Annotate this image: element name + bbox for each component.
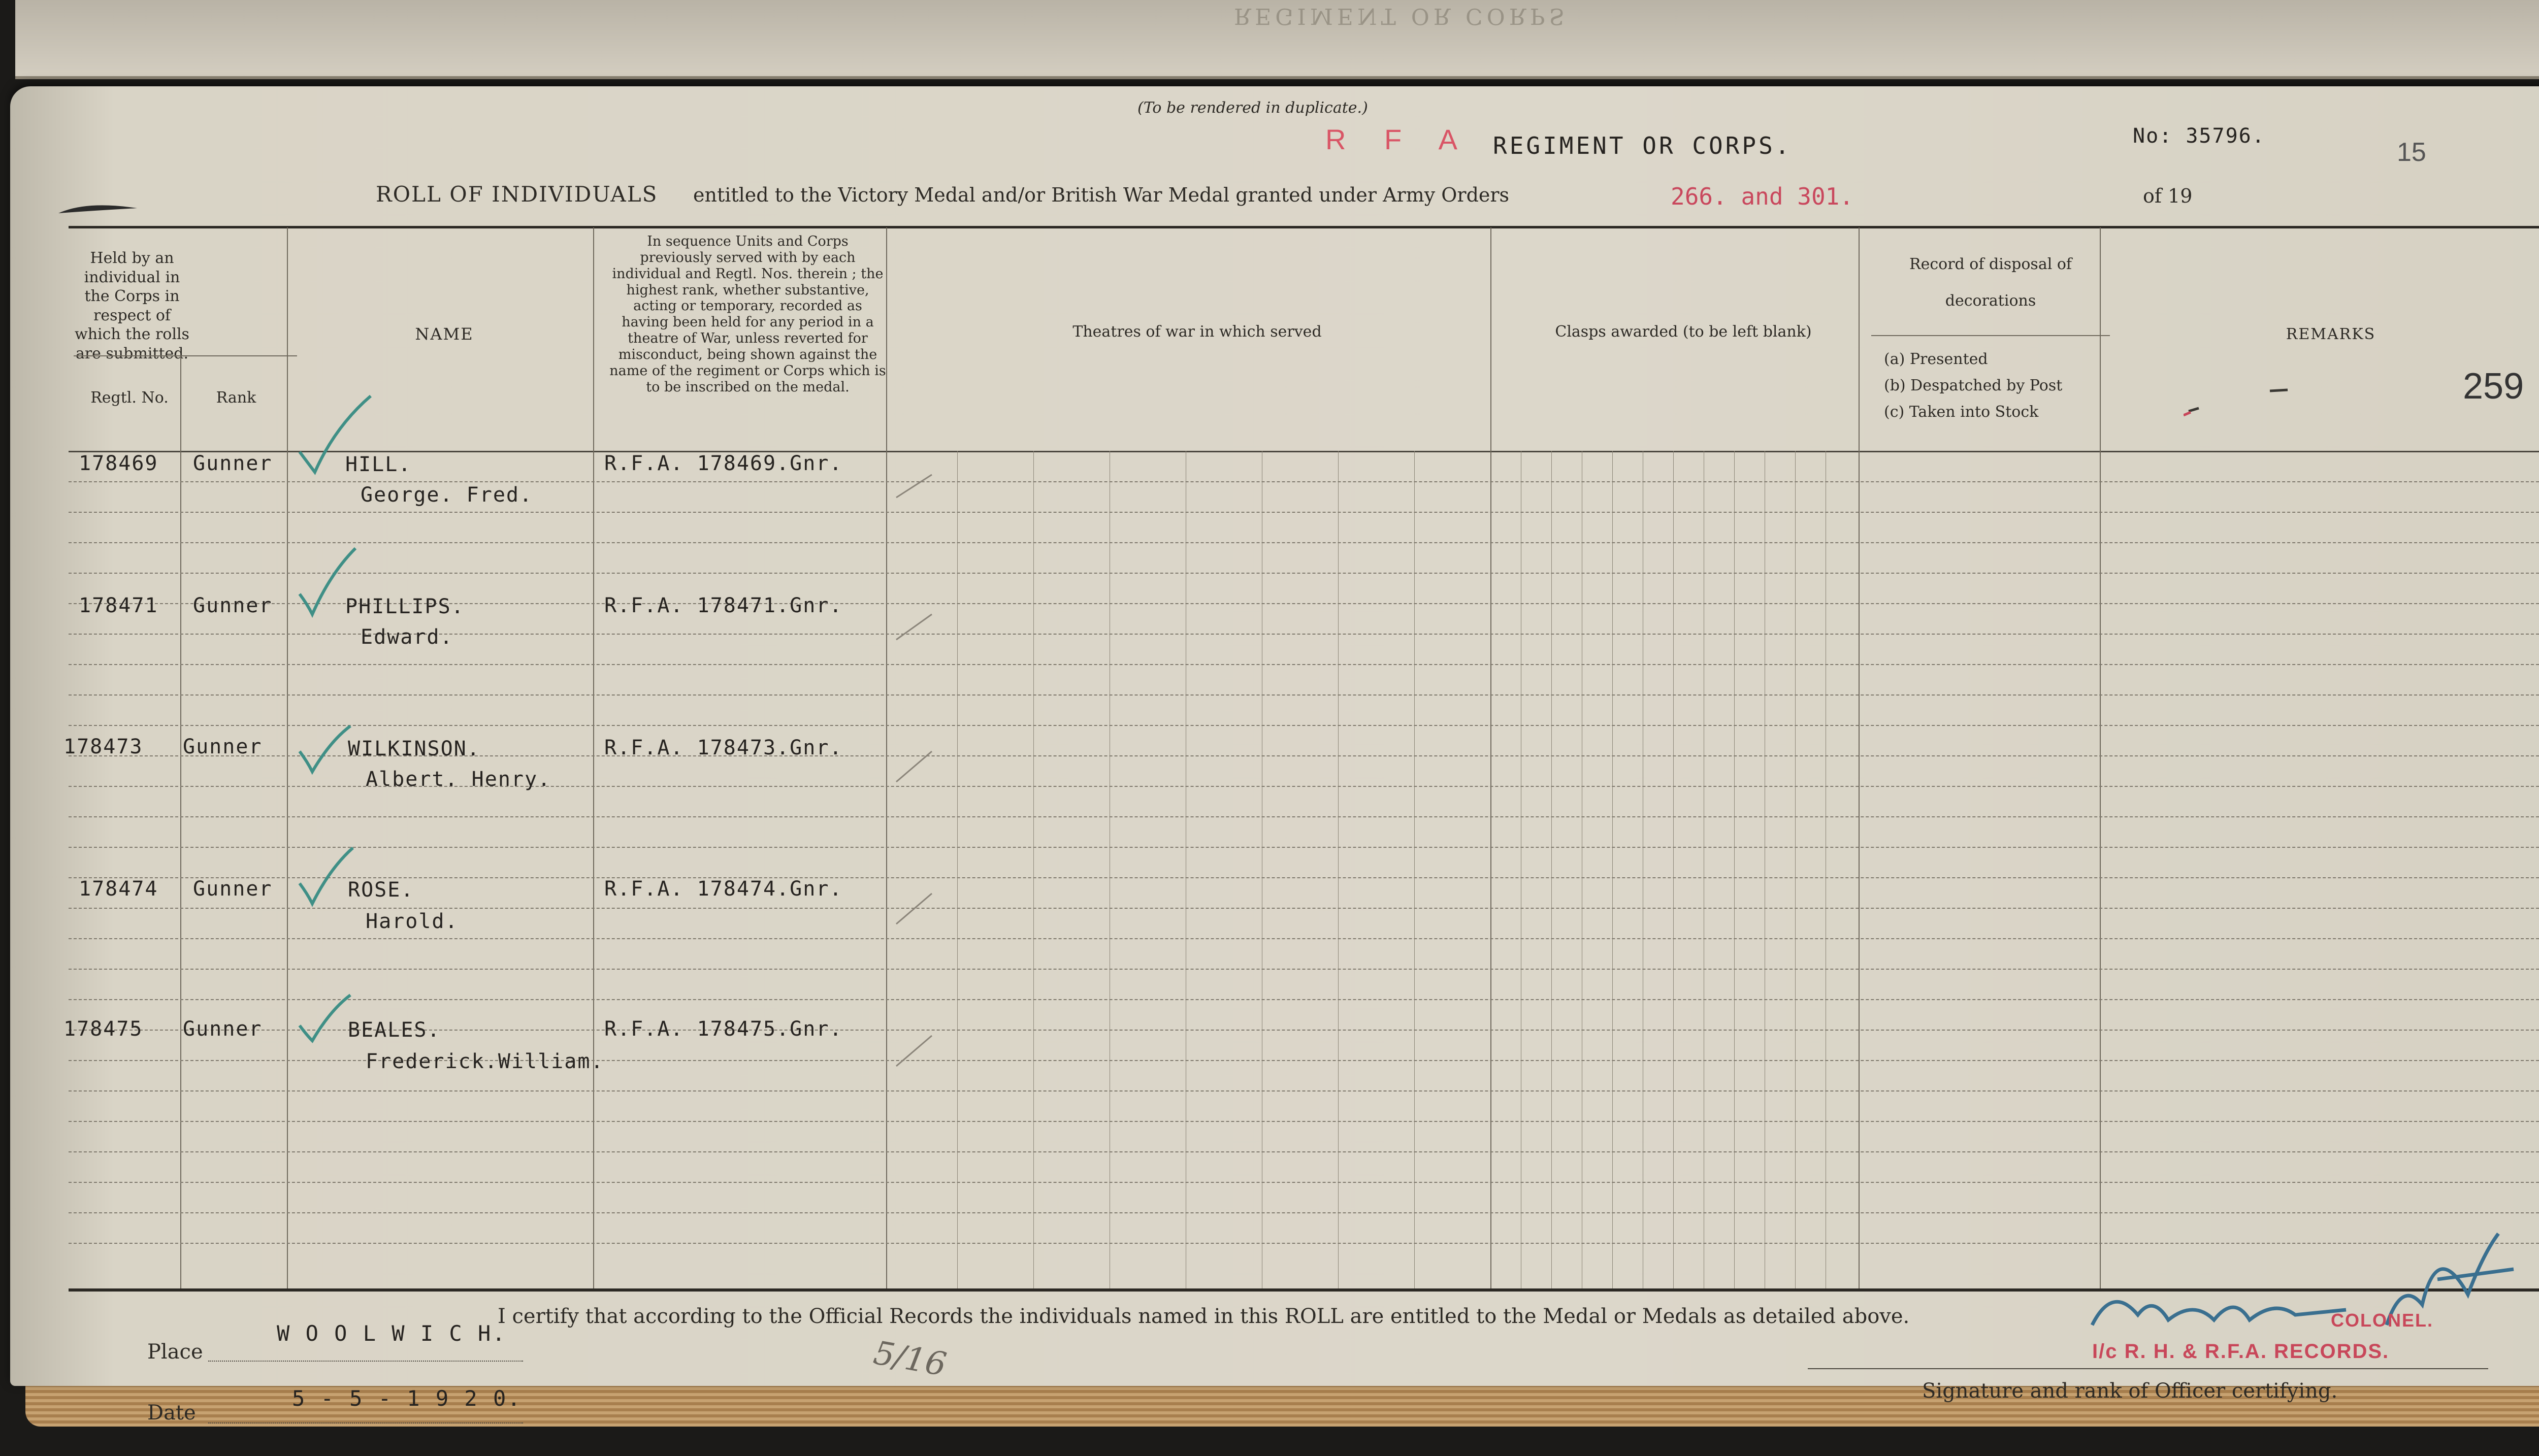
roll-number: No: 35796.	[2133, 124, 2265, 148]
regiment-label: REGIMENT OR CORPS.	[1493, 132, 1792, 159]
held-by-header: Held by an individual in the Corps in respect of which the rolls are submitted.	[75, 249, 189, 362]
regiment-stamp: R F A	[1325, 123, 1473, 155]
pencil-strokes	[894, 452, 939, 1163]
disposal-despatched: (b) Despatched by Post	[1884, 377, 2063, 394]
roll-page	[10, 86, 2539, 1425]
entry-regtl-no: 178469	[79, 452, 158, 475]
record-disposal-header: Record of disposal of decorations	[1909, 255, 2072, 310]
entry-forenames: George. Fred.	[361, 483, 533, 507]
entry-regtl-no: 178473	[63, 735, 143, 758]
officer-signature	[2082, 1193, 2519, 1355]
name-header: NAME	[415, 324, 474, 344]
entry-surname: ROSE.	[348, 878, 414, 902]
entry-regtl-no: 178471	[79, 594, 158, 617]
entry-surname: HILL.	[345, 453, 412, 476]
date-label: Date	[147, 1401, 196, 1425]
remarks-page-note: 259	[2463, 366, 2524, 407]
roll-title-text: entitled to the Victory Medal and/or British War Medal granted under Army Orders	[693, 184, 1510, 206]
sequence-header: In sequence Units and Corps previously served with by each individual and Regtl. Nos. therein ; the highest rank, whether substantive, acting or temporary, recorded as having been held for any period in a theatre of War, unless reverted for misconduct, being shown against the name of the regiment or Corps which is to be inscribed on the medal.	[609, 234, 886, 395]
entry-rank: Gunner	[183, 1017, 263, 1041]
corner-mark: 15	[2397, 138, 2426, 167]
entry-service: R.F.A. 178474.Gnr.	[604, 877, 843, 901]
check-mark-icon	[295, 391, 381, 477]
entry-service: R.F.A. 178473.Gnr.	[604, 736, 843, 759]
place-value: W O O L W I C H.	[277, 1321, 507, 1346]
previous-page-ghost-text: REGIMENT OR CORPS	[1234, 3, 1569, 29]
remarks-header: REMARKS	[2286, 325, 2376, 343]
entry-regtl-no: 178474	[79, 877, 158, 901]
duplicate-note: (To be rendered in duplicate.)	[1137, 99, 1368, 117]
disposal-presented: (a) Presented	[1884, 350, 1988, 368]
entry-forenames: Harold.	[366, 910, 459, 933]
regtl-no-header: Regtl. No.	[90, 389, 169, 407]
header-rule	[69, 226, 2539, 228]
check-mark-icon	[295, 990, 381, 1046]
roll-year: of 19	[2143, 185, 2193, 207]
entry-regtl-no: 178475	[63, 1017, 143, 1041]
stamp-office: I/c R. H. & R.F.A. RECORDS.	[2092, 1340, 2390, 1363]
held-by-divider	[74, 355, 297, 356]
paper-clip-mark	[56, 198, 142, 223]
margin-note: 5/16	[870, 1334, 950, 1384]
entry-rank: Gunner	[193, 594, 273, 617]
entry-rank: Gunner	[183, 735, 263, 758]
disposal-stock: (c) Taken into Stock	[1884, 403, 2039, 421]
signature-line	[1808, 1368, 2488, 1369]
record-divider	[1871, 335, 2110, 336]
entry-service: R.F.A. 178471.Gnr.	[604, 594, 843, 617]
entry-rank: Gunner	[193, 877, 273, 901]
entry-forenames: Frederick.William.	[366, 1050, 604, 1073]
previous-page-edge	[15, 0, 2539, 79]
entry-forenames: Albert. Henry.	[366, 768, 551, 791]
entry-rank: Gunner	[193, 452, 273, 475]
check-mark-icon	[295, 843, 381, 909]
entry-service: R.F.A. 178469.Gnr.	[604, 452, 843, 475]
clasps-header: Clasps awarded (to be left blank)	[1555, 323, 1812, 341]
entry-surname: WILKINSON.	[348, 737, 480, 760]
check-mark-icon	[295, 721, 381, 777]
signature-label: Signature and rank of Officer certifying.	[1922, 1379, 2338, 1403]
stamp-rank: COLONEL.	[2331, 1310, 2433, 1331]
army-orders: 266. and 301.	[1671, 183, 1854, 210]
theatres-header: Theatres of war in which served	[1072, 323, 1322, 341]
place-label: Place	[147, 1340, 203, 1364]
entry-forenames: Edward.	[361, 625, 453, 649]
roll-title-caps: ROLL OF INDIVIDUALS	[376, 182, 658, 207]
date-value: 5 - 5 - 1 9 2 0.	[292, 1386, 522, 1411]
entry-surname: PHILLIPS.	[345, 595, 465, 618]
entry-surname: BEALES.	[348, 1018, 441, 1042]
column-header-rule	[69, 451, 2539, 452]
certification-text: I certify that according to the Official Records the individuals named in this ROLL are entitled to the Medal or Medals as detailed above.	[498, 1305, 1910, 1328]
check-mark-icon	[295, 543, 381, 619]
rank-header: Rank	[216, 389, 256, 407]
entry-service: R.F.A. 178475.Gnr.	[604, 1017, 843, 1041]
remarks-pencil-marks	[2184, 386, 2295, 416]
